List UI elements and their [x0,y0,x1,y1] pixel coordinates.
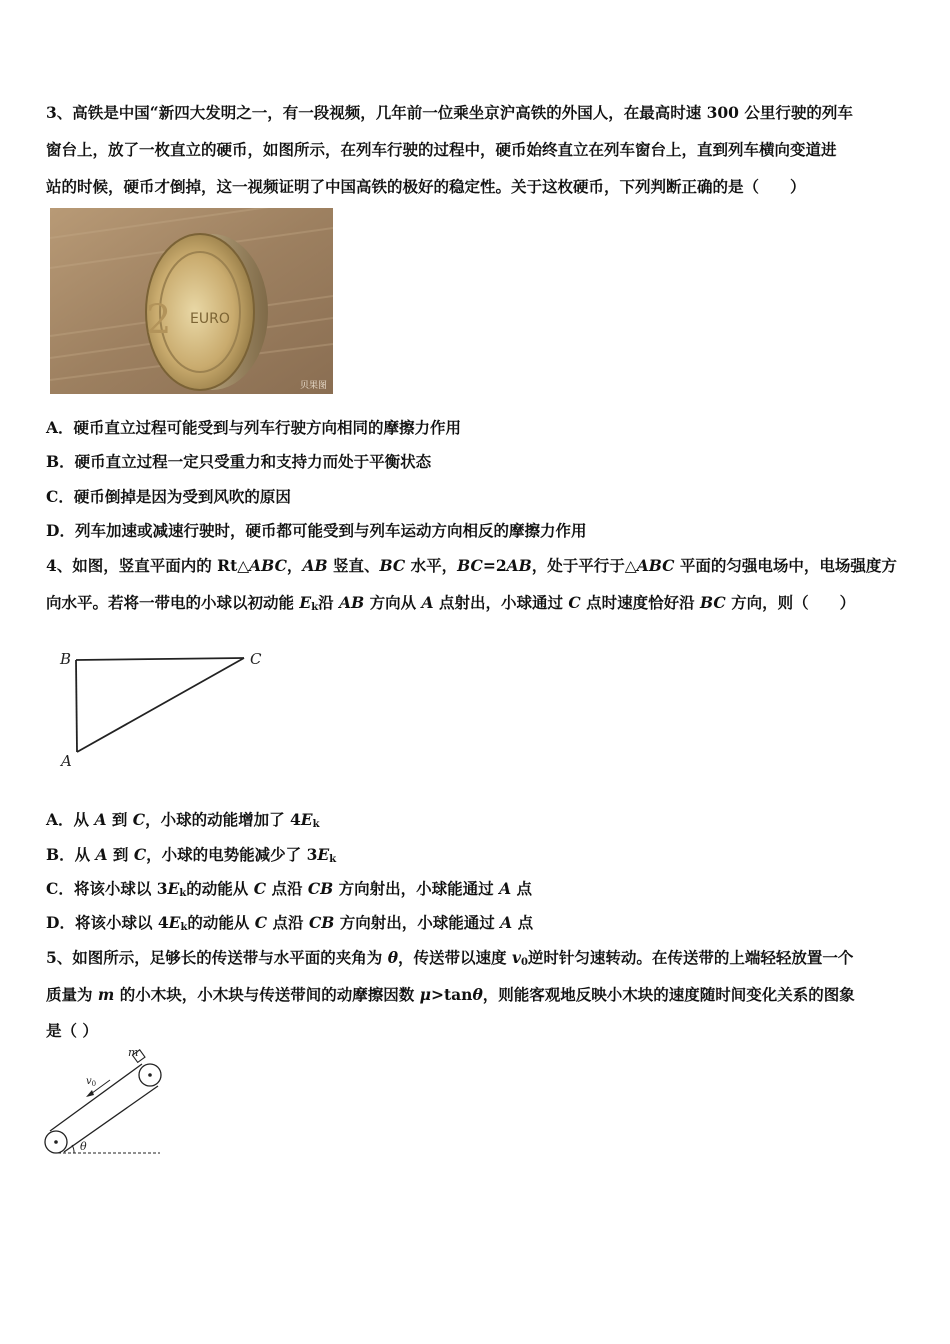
q5-stem-line1: 5、如图所示，足够长的传送带与水平面的夹角为 θ，传送带以速度 $v_0$逆时针匀速转动。在传送带的上端轻轻放置一个 [46,948,854,968]
q3-option-c: C．硬币倒掉是因为受到风吹的原因 [46,487,291,506]
q3-stem-line3: 站的时候，硬币才倒掉，这一视频证明了中国高铁的极好的稳定性。关于这枚硬币，下列判断正确的是（ ） [46,177,806,196]
q3-stem-line1: 3、高铁是中国“新四大发明之一，有一段视频，几年前一位乘坐京沪高铁的外国人，在最高时速 300 公里行驶的列车 [46,103,853,122]
q4-stem-line1: 4、如图，竖直平面内的 Rt△ABC，AB 竖直、BC 水平，BC=2AB，处于平行于△ABC 平面的匀强电场中，电场强度方 [46,556,897,575]
q4-option-a: A．从 A 到 C，小球的动能增加了 $4E_k$ [46,810,320,830]
triangle-figure [52,640,277,779]
q5-stem-line3: 是（ ） [46,1021,98,1040]
coin-euro-text: EURO [190,311,230,327]
q3-option-d: D．列车加速或减速行驶时，硬币都可能受到与列车运动方向相反的摩擦力作用 [46,521,587,540]
vertex-a-label: A [61,752,72,770]
mass-label: m [128,1046,139,1059]
vertex-c-label: C [250,650,262,668]
angle-theta-label: θ [80,1140,87,1153]
coin-numeral-2: 2 [146,297,172,343]
q4-option-b: B．从 A 到 C，小球的电势能减少了 $3E_k$ [46,845,337,865]
vertex-b-label: B [60,650,72,668]
q4-stem-line2: 向水平。若将一带电的小球以初动能 $E_k$沿 AB 方向从 A 点射出，小球通过 C 点时速度恰好沿 BC 方向，则（ ） [46,593,856,613]
conveyor-belt-figure [40,1046,170,1162]
velocity-label: $v_0$ [86,1076,97,1088]
q3-stem-line2: 窗台上，放了一枚直立的硬币，如图所示，在列车行驶的过程中，硬币始终直立在列车窗台上，直到列车横向变道进 [46,140,837,159]
q4-option-c: C．将该小球以 $3E_k$的动能从 C 点沿 CB 方向射出，小球能通过 A 点 [46,879,533,899]
q3-option-b: B．硬币直立过程一定只受重力和支持力而处于平衡状态 [46,452,432,471]
q5-stem-line2: 质量为 m 的小木块，小木块与传送带间的动摩擦因数 μ>tanθ，则能客观地反映小木块的速度随时间变化关系的图象 [46,985,855,1004]
coin-photo [50,208,333,394]
watermark: 贝果图 [300,381,328,391]
q4-option-d: D．将该小球以 $4E_k$的动能从 C 点沿 CB 方向射出，小球能通过 A 点 [46,913,534,933]
q3-option-a: A．硬币直立过程可能受到与列车行驶方向相同的摩擦力作用 [46,418,462,437]
